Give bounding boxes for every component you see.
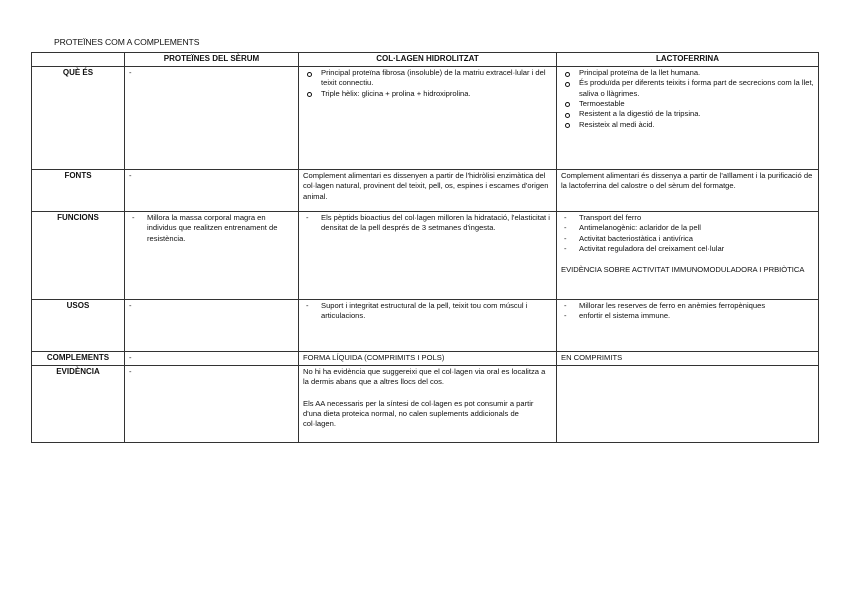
list-item: - Transport del ferro [561,213,814,223]
list-item: Principal proteïna de la llet humana. [561,68,814,78]
cell-usos-lacto [557,300,819,352]
cell-evidencia-serum: - [125,365,299,442]
row-label-fonts: FONTS [32,170,125,212]
list-item: És produïda per diferents teixits i forma part de secrecions com la llet, saliva o llàgrimes. [561,78,814,99]
cell-fonts-lacto: Complement alimentari és dissenya a partir de l'aïllament i la purificació de la lactoferrina del calostre o del sèrum del formatge. [557,170,819,212]
list-item: - Els pèptids bioactius del col·lagen milloren la hidratació, l'elasticitat i densitat de la pell després de 3 setmanes d'ingesta. [303,213,552,234]
list-item: - Antimelanogènic: aclaridor de la pell [561,223,814,233]
list-item: Termoestable [561,99,814,109]
row-que-es [32,67,819,170]
header-serum: PROTEÏNES DEL SÈRUM [125,53,299,67]
evidence-note: EVIDÈNCIA SOBRE ACTIVITAT IMMUNOMODULADORA I PRBIÒTICA [561,265,805,275]
row-fonts [32,170,819,212]
list-item: Triple hèlix: glicina + prolina + hidroxiprolina. [303,89,552,99]
row-label-que-es: QUÈ ÉS [32,67,125,170]
header-row [32,53,819,67]
document-title: PROTEÏNES COM A COMPLEMENTS [54,37,200,47]
cell-complements-collagen: FORMA LÍQUIDA (COMPRIMITS I POLS) [299,352,557,366]
cell-complements-serum: - [125,352,299,366]
comparison-table [31,52,819,443]
cell-evidencia-collagen [299,365,557,442]
row-label-evidencia: EVIDÈNCIA [32,365,125,442]
cell-fonts-collagen: Complement alimentari es dissenyen a partir de l'hidròlisi enzimàtica del col·lagen natural, provinent del teixit, pell, os, espines i escames d'origen animal. [299,170,557,212]
cell-que-es-collagen [299,67,557,170]
cell-evidencia-lacto [557,365,819,442]
cell-que-es-lacto [557,67,819,170]
list-item: - Activitat reguladora del creixament cel·lular [561,244,814,254]
header-empty [32,53,125,67]
header-collagen: COL·LAGEN HIDROLITZAT [299,53,557,67]
cell-fonts-serum: - [125,170,299,212]
cell-funcions-lacto [557,212,819,300]
header-lactoferrina: LACTOFERRINA [557,53,819,67]
row-complements [32,352,819,366]
cell-usos-serum: - [125,300,299,352]
list-item: Principal proteïna fibrosa (insoluble) de la matriu extracel·lular i del teixit connectiu. [303,68,552,89]
list-item: - Suport i integritat estructural de la pell, teixit tou com múscul i articulacions. [303,301,552,322]
row-evidencia [32,365,819,442]
evidence-paragraph: Els AA necessaris per la síntesi de col·lagen es pot consumir a partir d'una dieta proteica normal, no calen suplements addicionals de col·lagen. [303,398,534,429]
row-label-complements: COMPLEMENTS [32,352,125,366]
list-item: - Millora la massa corporal magra en individus que realitzen entrenament de resistència. [129,213,294,244]
cell-usos-collagen [299,300,557,352]
row-label-funcions: FUNCIONS [32,212,125,300]
cell-funcions-serum [125,212,299,300]
cell-complements-lacto: EN COMPRIMITS [557,352,819,366]
evidence-paragraph: No hi ha evidència que suggereixi que el col·lagen via oral es localitza a la dermis abans que a altres llocs del cos. [303,366,546,387]
list-item: Resisteix al medi àcid. [561,120,814,130]
row-funcions [32,212,819,300]
row-usos [32,300,819,352]
list-item: - enfortir el sistema immune. [561,311,814,321]
row-label-usos: USOS [32,300,125,352]
cell-funcions-collagen [299,212,557,300]
cell-que-es-serum: - [125,67,299,170]
list-item: Resistent a la digestió de la tripsina. [561,109,814,119]
list-item: - Activitat bacteriostàtica i antivírica [561,234,814,244]
list-item: - Millorar les reserves de ferro en anèmies ferropèniques [561,301,814,311]
